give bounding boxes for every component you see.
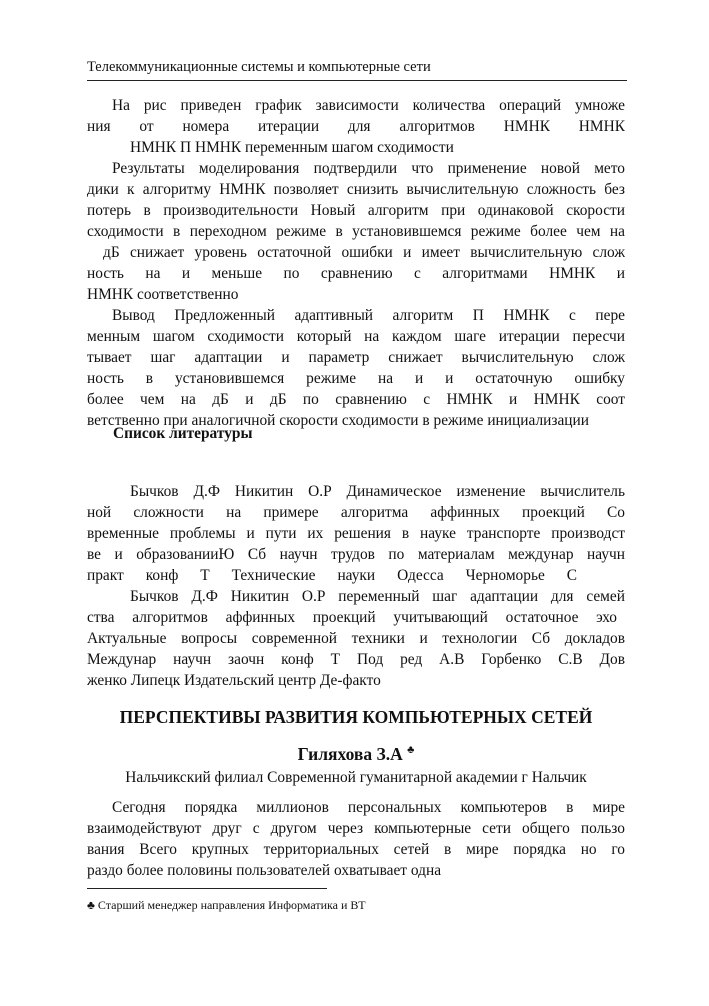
running-header: Телекоммуникационные системы и компьютерные сети <box>87 59 431 75</box>
article-title: ПЕРСПЕКТИВЫ РАЗВИТИЯ КОМПЬЮТЕРНЫХ СЕТЕЙ <box>119 707 593 727</box>
author-footnote-mark: ♣ <box>407 744 415 757</box>
article-line: раздо более половины пользователей охватывает одна <box>87 862 442 879</box>
footnote-mark: ♣ <box>87 898 95 912</box>
body-line: ния от номера итерации для алгоритмов НМНК НМНК <box>87 118 625 135</box>
reference-line: ной сложности на примере алгоритма аффинных проекций Со <box>87 504 625 521</box>
footnote-rule <box>87 888 327 889</box>
body-line: более чем на дБ и дБ по сравнению с НМНК и НМНК соот <box>87 391 625 408</box>
reference-line: Бычков Д.Ф Никитин О.Р Динамическое изменение вычислитель <box>130 483 625 500</box>
reference-line: ства алгоритмов аффинных проекций учитывающий остаточное эхо <box>87 609 617 626</box>
body-line: сходимости в переходном режиме в установившемся режиме более чем на <box>87 223 625 240</box>
reference-line: женко Липецк Издательский центр Де-факто <box>87 672 381 689</box>
body-line: тывает шаг адаптации и параметр снижает вычислительную слож <box>87 349 625 366</box>
article-line: Сегодня порядка миллионов персональных компьютеров в мире <box>112 799 625 816</box>
article-line: вания Всего крупных территориальных сетей в мире порядка но го <box>87 841 625 858</box>
body-line: дики к алгоритму НМНК позволяет снизить вычислительную сложность без <box>87 181 625 198</box>
author-name: Гиляхова З.А <box>297 744 403 764</box>
reference-line: Междунар научн заочн конф Т Под ред А.В Горбенко С.В Дов <box>87 651 625 668</box>
reference-line: практ конф Т Технические науки Одесса Черноморье С <box>87 567 577 584</box>
references-heading: Список литературы <box>113 425 253 442</box>
body-line: Вывод Предложенный адаптивный алгоритм П НМНК с пере <box>112 307 625 324</box>
header-rule <box>87 80 627 81</box>
footnote <box>87 898 366 913</box>
article-line: взаимодействуют друг с другом через компьютерные сети общего пользо <box>87 820 625 837</box>
reference-line: временные проблемы и пути их решения в науке транспорте производст <box>87 525 625 542</box>
body-line: менным шагом сходимости который на каждом шаге итерации пересчи <box>87 328 625 345</box>
body-line: На рис приведен график зависимости количества операций умноже <box>112 97 625 114</box>
body-line: НМНК П НМНК переменным шагом сходимости <box>130 139 454 156</box>
body-line: ветственно при аналогичной скорости сходимости в режиме инициализации <box>87 412 589 429</box>
body-line: НМНК соответственно <box>87 286 239 303</box>
reference-line: Бычков Д.Ф Никитин О.Р переменный шаг адаптации для семей <box>130 588 625 605</box>
body-line: Результаты моделирования подтвердили что применение новой мето <box>112 160 625 177</box>
reference-line: Актуальные вопросы современной техники и технологии Сб докладов <box>87 630 625 647</box>
reference-line: ве и образованииЮ Сб научн трудов по материалам междунар научн <box>87 546 625 563</box>
footnote-text: Старший менеджер направления Информатика и ВТ <box>97 898 366 912</box>
article-author <box>87 744 625 765</box>
affiliation: Нальчикский филиал Современной гуманитарной академии г Нальчик <box>125 769 587 786</box>
body-line: дБ снижает уровень остаточной ошибки и имеет вычислительную слож <box>103 244 625 261</box>
body-line: ность в установившемся режиме на и и остаточную ошибку <box>87 370 625 387</box>
body-line: ность на и меньше по сравнению с алгоритмами НМНК и <box>87 265 625 282</box>
body-line: потерь в производительности Новый алгоритм при одинаковой скорости <box>87 202 625 219</box>
